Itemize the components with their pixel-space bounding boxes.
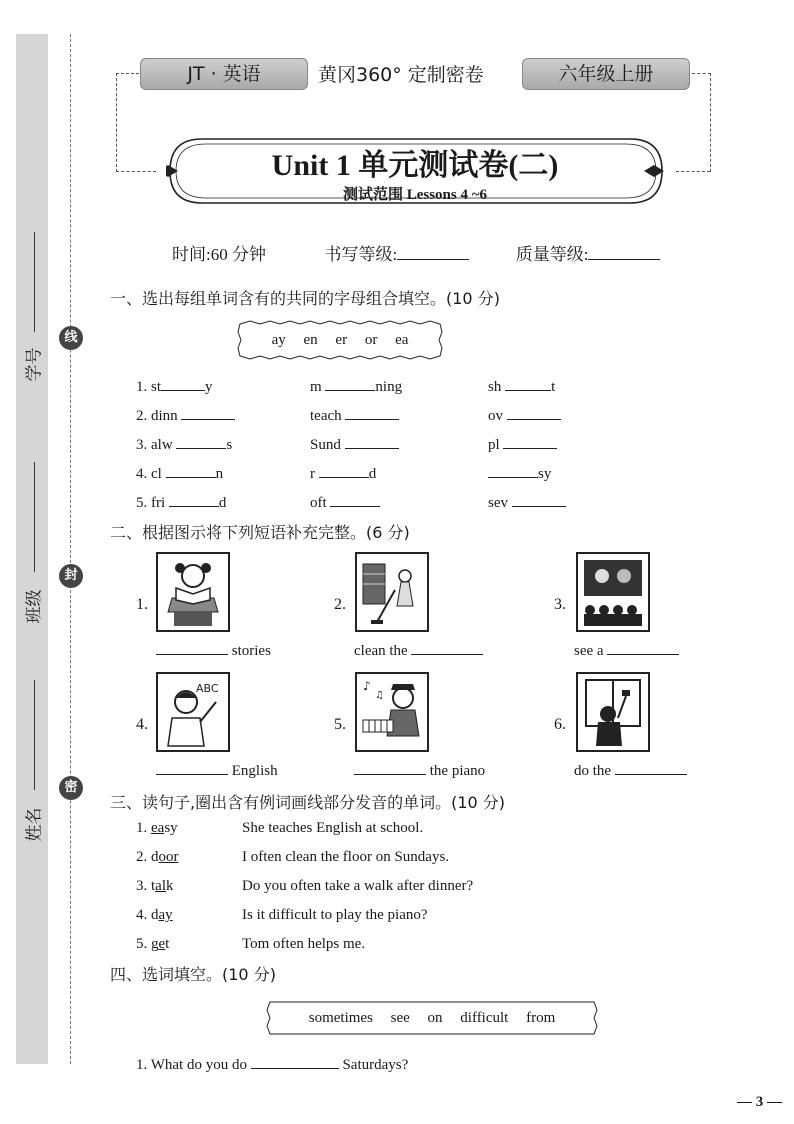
s2-blank[interactable] (156, 762, 228, 775)
section3-heading: 三、读句子,圈出含有例词画线部分发音的单词。(10 分) (110, 793, 506, 812)
s3-word-4: 4. day (136, 907, 173, 923)
pic-num-4: 4. (136, 716, 148, 733)
binding-dashed-line (70, 34, 71, 1064)
s1-blank[interactable] (319, 465, 369, 478)
s1-blank[interactable] (345, 436, 399, 449)
teacher-icon (158, 674, 228, 750)
s1-blank[interactable] (488, 465, 538, 478)
class-line (34, 462, 35, 572)
class-label: 班级 (24, 589, 45, 624)
s1-row-5: 5. fri d (136, 495, 227, 511)
section2-heading: 二、根据图示将下列短语补充完整。(6 分) (110, 523, 410, 542)
picture-film (576, 552, 650, 632)
section1-word-list: ay en er or ea (271, 332, 409, 348)
s1-row-3-c: pl (488, 436, 557, 454)
picture-reading (156, 552, 230, 632)
header-dash-left-bottom (116, 171, 156, 172)
s1-blank[interactable] (161, 378, 205, 391)
cleaning-window-icon (578, 674, 648, 750)
section1-heading: 一、选出每组单词含有的共同的字母组合填空。(10 分) (110, 289, 500, 308)
s1-row-4-b: r d (310, 466, 377, 482)
s3-sentence-2[interactable]: I often clean the floor on Sundays. (242, 849, 450, 865)
s2-answer-1: stories (156, 642, 271, 660)
s1-blank[interactable] (503, 436, 557, 449)
seal-circle-line: 线 (59, 326, 83, 350)
subject-pill: JT · 英语 (140, 58, 308, 90)
s1-row-2-c: ov (488, 407, 561, 425)
seal-circle-seal: 封 (59, 564, 83, 588)
pic-num-6: 6. (554, 716, 566, 733)
s2-blank[interactable] (411, 642, 483, 655)
s1-blank[interactable] (507, 407, 561, 420)
s3-sentence-4[interactable]: Is it difficult to play the piano? (242, 907, 428, 923)
cleaning-icon (357, 554, 427, 630)
s4-question-1: 1. What do you do Saturdays? (136, 1057, 409, 1073)
s3-sentence-5[interactable]: Tom often helps me. (242, 936, 366, 952)
quality-grade-blank[interactable] (588, 245, 660, 260)
s3-sentence-3[interactable]: Do you often take a walk after dinner? (242, 878, 474, 894)
s4-blank[interactable] (251, 1056, 339, 1069)
pic-num-1: 1. (136, 596, 148, 613)
unit-title: Unit 1 单元测试卷(二) (271, 149, 559, 182)
header-dash-right (692, 73, 711, 172)
grade-pill: 六年级上册 (522, 58, 690, 90)
s1-row-4: 4. cl n (136, 466, 224, 482)
s2-answer-3: see a (574, 642, 679, 660)
piano-player-icon (357, 674, 427, 750)
exam-meta (172, 240, 660, 265)
s3-word-3: 3. talk (136, 878, 174, 894)
writing-grade-label: 书写等级: (324, 245, 398, 264)
picture-teacher (156, 672, 230, 752)
section4-heading: 四、选词填空。(10 分) (110, 965, 276, 984)
svg-text:♪: ♪ (363, 679, 371, 693)
header-dash-right-bottom (676, 171, 710, 172)
name-line (34, 680, 35, 790)
s1-blank[interactable] (325, 378, 375, 391)
s2-blank[interactable] (615, 762, 687, 775)
s2-blank[interactable] (156, 642, 228, 655)
girl-reading-icon (158, 554, 228, 630)
pic-num-5: 5. (334, 716, 346, 733)
s2-blank[interactable] (607, 642, 679, 655)
s3-word-2: 2. door (136, 849, 179, 865)
s1-row-5-c: sev (488, 494, 566, 512)
s1-row-1: 1. st y (136, 379, 213, 395)
s1-blank[interactable] (330, 494, 380, 507)
pic-num-3: 3. (554, 596, 566, 613)
writing-grade-blank[interactable] (397, 245, 469, 260)
s1-row-2-b: teach (310, 407, 399, 425)
s1-row-4-c: sy (488, 465, 551, 483)
s2-blank[interactable] (354, 762, 426, 775)
s1-blank[interactable] (166, 465, 216, 478)
svg-text:ABC: ABC (196, 682, 219, 695)
quality-grade-label: 质量等级: (515, 245, 589, 264)
header-dash-left (116, 73, 139, 172)
picture-piano (355, 672, 429, 752)
s1-blank[interactable] (512, 494, 566, 507)
series-title: 黄冈360° 定制密卷 (318, 64, 484, 86)
s3-word-5: 5. get (136, 936, 170, 952)
name-label: 姓名 (24, 807, 45, 842)
section4-word-list: sometimes see on difficult from (308, 1010, 556, 1026)
picture-cleaning (355, 552, 429, 632)
s1-blank[interactable] (505, 378, 551, 391)
s1-blank[interactable] (176, 436, 226, 449)
seal-circle-secret: 密 (59, 776, 83, 800)
s1-row-5-b: oft (310, 494, 380, 512)
s2-answer-2: clean the (354, 642, 483, 660)
section4-word-box (264, 998, 600, 1038)
s2-answer-4: English (156, 762, 278, 780)
s2-answer-5: the piano (354, 762, 485, 780)
s1-row-2: 2. dinn (136, 407, 235, 425)
s1-row-1-b: m ning (310, 379, 403, 395)
s1-row-3-b: Sund (310, 436, 399, 454)
s1-blank[interactable] (169, 494, 219, 507)
s2-answer-6: do the (574, 762, 687, 780)
s1-blank[interactable] (181, 407, 235, 420)
s3-word-1: 1. easy (136, 820, 178, 836)
s1-row-1-c: sh t (488, 379, 556, 395)
student-id-line (34, 232, 35, 332)
svg-text:♫: ♫ (375, 690, 384, 701)
time-limit: 时间:60 分钟 (172, 245, 266, 264)
pic-num-2: 2. (334, 596, 346, 613)
s1-row-3: 3. alw s (136, 437, 233, 453)
page-number: — 3 — (737, 1094, 782, 1110)
s1-blank[interactable] (345, 407, 399, 420)
s3-sentence-1[interactable]: She teaches English at school. (242, 820, 424, 836)
picture-window (576, 672, 650, 752)
test-scope: 测试范围 Lessons 4 ~6 (342, 187, 488, 203)
cinema-icon (578, 554, 648, 630)
binding-strip (16, 34, 48, 1064)
student-id-label: 学号 (24, 347, 45, 382)
section1-word-box (234, 320, 446, 360)
